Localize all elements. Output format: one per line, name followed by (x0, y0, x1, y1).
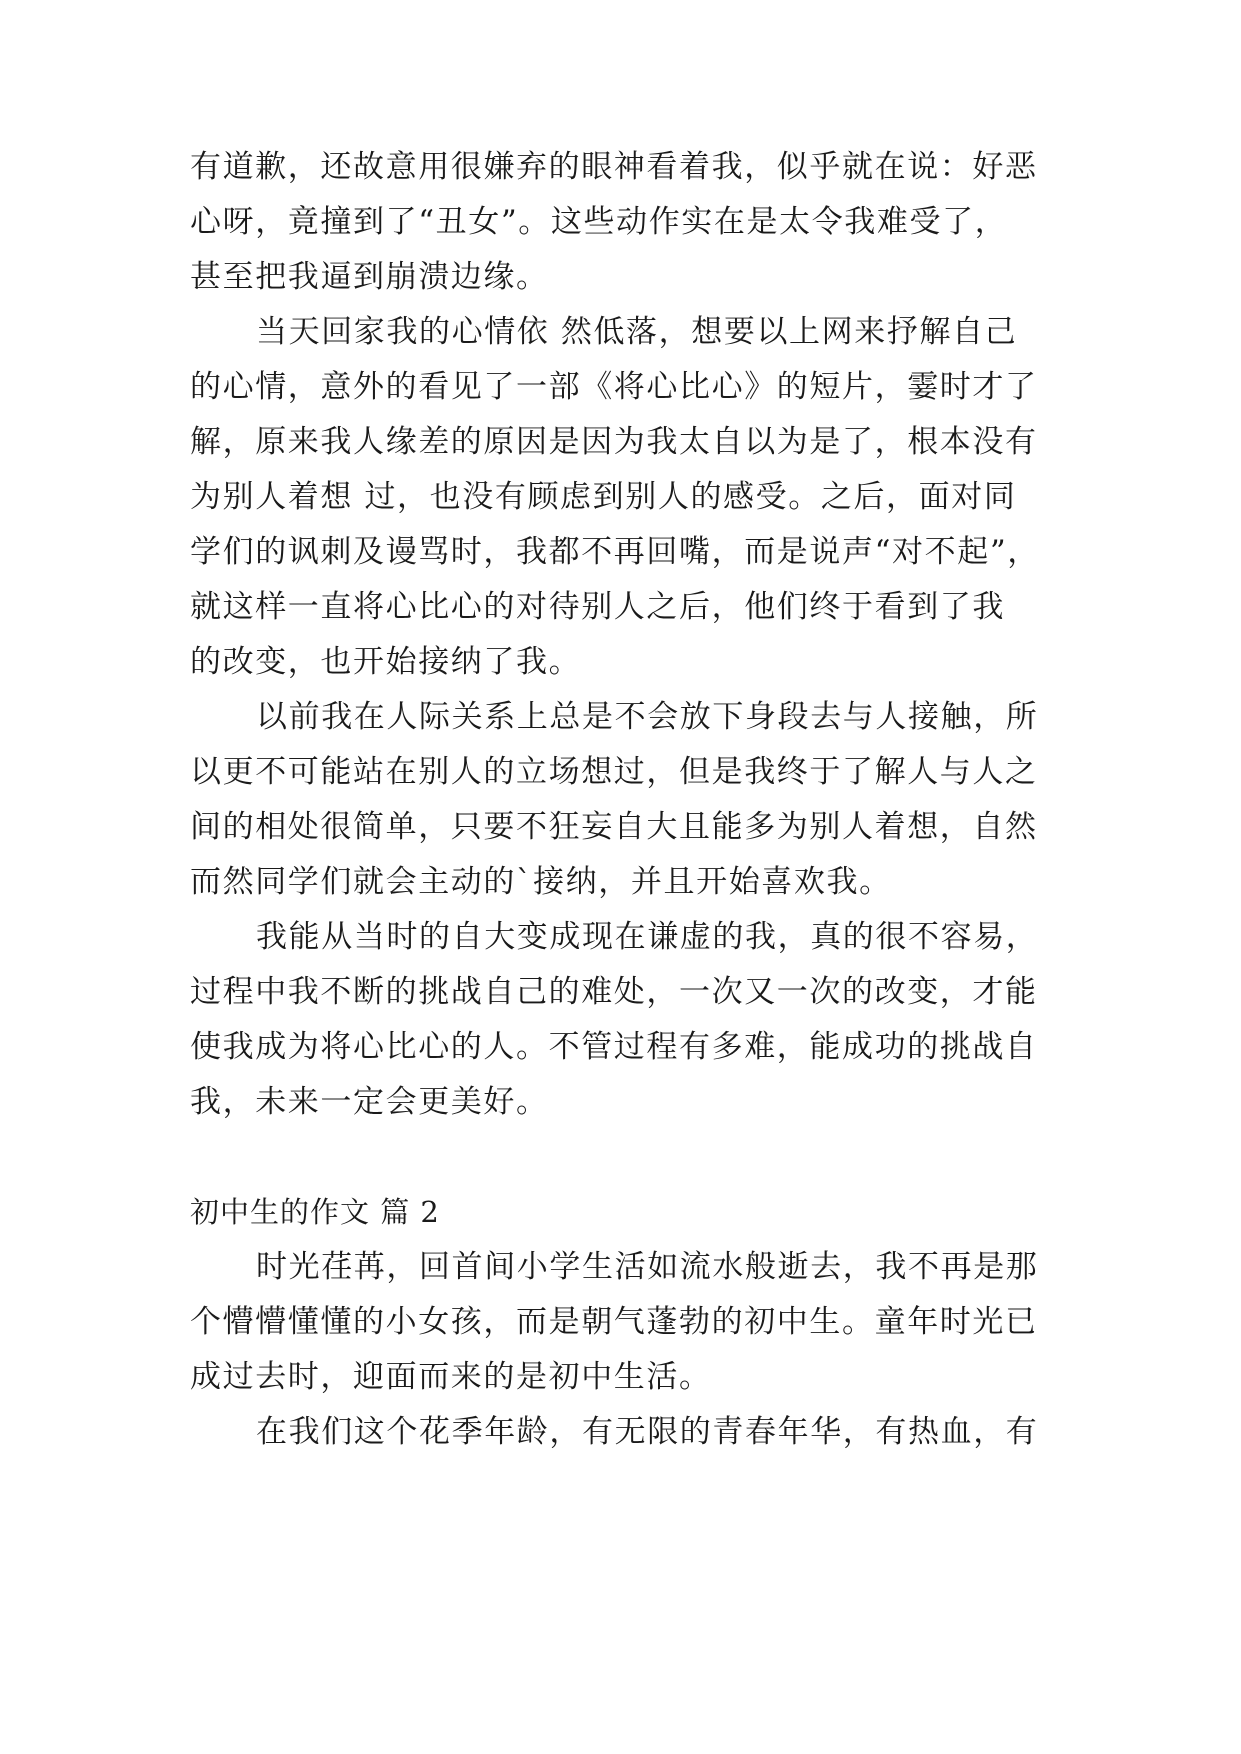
text-line: 个懵懵懂懂的小女孩，而是朝气蓬勃的初中生。童年时光已 (190, 1304, 1038, 1340)
text-line: 甚至把我逼到崩溃边缘。 (190, 259, 549, 295)
text-line: 的改变，也开始接纳了我。 (190, 644, 582, 680)
text-line: 成过去时，迎面而来的是初中生活。 (190, 1359, 712, 1395)
text-line: 在我们这个花季年龄，有无限的青春年华，有热血，有 (256, 1414, 1039, 1450)
text-line: 心呀，竟撞到了“丑女”。这些动作实在是太令我难受了， (190, 204, 1008, 240)
text-line: 以前我在人际关系上总是不会放下身段去与人接触，所 (256, 699, 1039, 735)
essay-heading: 初中生的作文 篇 2 (190, 1195, 440, 1229)
text-line: 时光荏苒，回首间小学生活如流水般逝去，我不再是那 (256, 1249, 1039, 1285)
text-line: 就这样一直将心比心的对待别人之后，他们终于看到了我 (190, 589, 1005, 625)
text-line: 间的相处很简单，只要不狂妄自大且能多为别人着想，自然 (190, 809, 1038, 845)
text-line: 学们的讽刺及谩骂时，我都不再回嘴，而是说声“对不起”， (190, 534, 1040, 570)
text-line: 我能从当时的自大变成现在谦虚的我，真的很不容易， (256, 919, 1039, 955)
text-line: 而然同学们就会主动的`接纳，并且开始喜欢我。 (190, 864, 892, 900)
text-line: 过程中我不断的挑战自己的难处，一次又一次的改变，才能 (190, 974, 1038, 1010)
text-line: 的心情，意外的看见了一部《将心比心》的短片，霎时才了 (190, 369, 1038, 405)
text-line: 为别人着想 过，也没有顾虑到别人的感受。之后，面对同 (190, 479, 1017, 515)
text-line: 以更不可能站在别人的立场想过，但是我终于了解人与人之 (190, 754, 1038, 790)
text-line: 使我成为将心比心的人。不管过程有多难，能成功的挑战自 (190, 1029, 1038, 1065)
text-line: 当天回家我的心情依 然低落，想要以上网来抒解自己 (256, 314, 1018, 350)
text-line: 解，原来我人缘差的原因是因为我太自以为是了，根本没有 (190, 424, 1038, 460)
text-line: 我，未来一定会更美好。 (190, 1084, 549, 1120)
text-line: 有道歉，还故意用很嫌弃的眼神看着我，似乎就在说：好恶 (190, 149, 1038, 185)
